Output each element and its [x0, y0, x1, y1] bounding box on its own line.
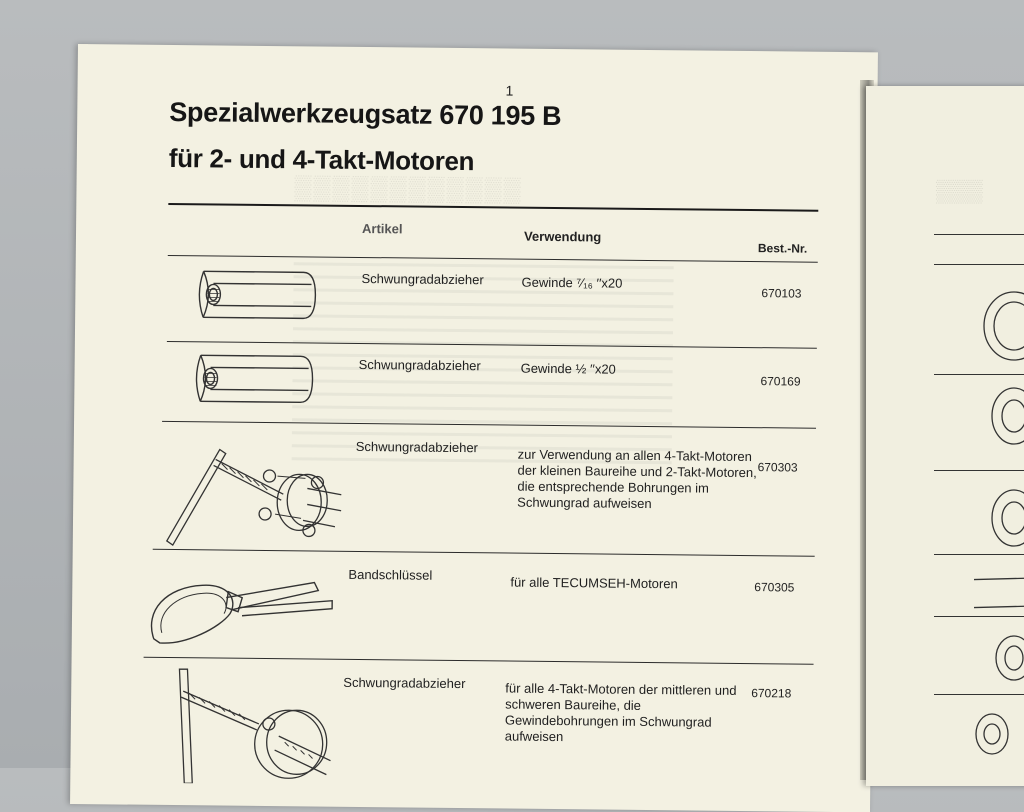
- row-best-nr: 670169: [760, 374, 801, 389]
- bleed-through-text: ▒▒▒: [936, 178, 983, 203]
- row-artikel: Bandschlüssel: [348, 566, 433, 583]
- row-divider: [153, 549, 815, 557]
- row-artikel: Schwungradabzieher: [355, 438, 479, 456]
- column-header-best-nr: Best.-Nr.: [757, 241, 808, 256]
- catalog-page: [70, 44, 878, 812]
- row-artikel: Schwungradabzieher: [343, 674, 466, 692]
- flywheel-puller-icon: [157, 429, 348, 551]
- row-best-nr: 670218: [751, 686, 792, 701]
- hex-coupling-nut-icon: [193, 261, 324, 328]
- bleed-through-text: ▒▒▒▒▒▒▒▒▒▒▒▒: [294, 174, 523, 204]
- column-header-artikel: Artikel: [362, 220, 403, 237]
- row-best-nr: 670305: [754, 580, 795, 595]
- row-divider: [934, 264, 1024, 265]
- row-artikel: Schwungradabzieher: [358, 356, 481, 374]
- column-header-verwendung: Verwendung: [523, 228, 602, 245]
- page-number: 1: [505, 82, 514, 99]
- flywheel-puller-large-icon: [158, 663, 349, 785]
- row-best-nr: 670303: [757, 460, 798, 475]
- strap-wrench-icon: [146, 561, 347, 653]
- page-subtitle: für 2- und 4-Takt-Motoren: [168, 142, 475, 177]
- row-verwendung: Gewinde ⁷⁄₁₆ ′′x20: [521, 274, 623, 291]
- next-page: [866, 86, 1024, 786]
- row-verwendung: Gewinde ½ ′′x20: [520, 360, 616, 377]
- page-title: Spezialwerkzeugsatz 670 195 B: [169, 96, 562, 132]
- tool-illustrations-strip: [974, 282, 1024, 762]
- row-artikel: Schwungradabzieher: [361, 270, 484, 288]
- row-verwendung: zur Verwendung an allen 4-Takt-Motoren der kleinen Baureihe und 2-Takt-Motoren, die entsprechende Bohrungen im Schwungrad aufweisen: [517, 446, 757, 512]
- row-best-nr: 670103: [761, 286, 802, 301]
- row-divider: [934, 234, 1024, 235]
- row-verwendung: für alle TECUMSEH-Motoren: [510, 574, 678, 592]
- row-verwendung: für alle 4-Takt-Motoren der mittleren und schweren Baureihe, die Gewindebohrungen im Schwungrad aufweisen: [504, 680, 737, 745]
- hex-coupling-nut-icon: [190, 345, 321, 412]
